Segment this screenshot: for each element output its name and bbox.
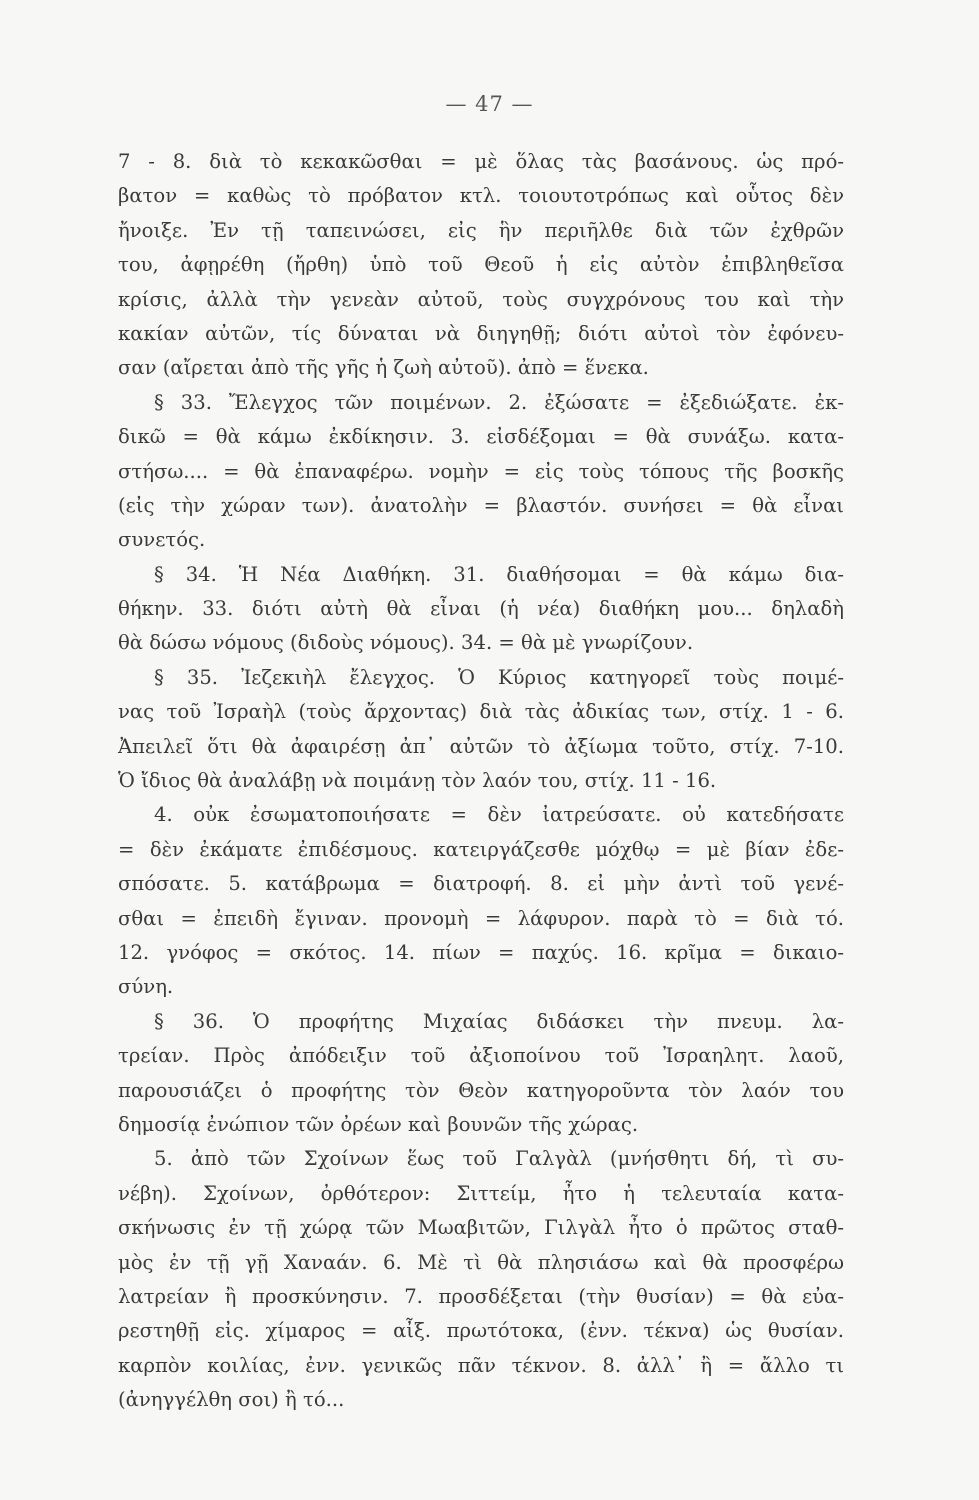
text-line: συνετός. [118, 528, 206, 552]
section-33-heading-line: § 33. Ἔλεγχος τῶν ποιμένων. 2. ἐξώσατε = ἐξεδιώξατε. ἐκ- [154, 390, 844, 414]
text-line: τρείαν. Πρὸς ἀπόδειξιν τοῦ ἀξιοποίνου τοῦ Ἰσραηλητ. λαοῦ, [118, 1044, 844, 1068]
text-line: βατον = καθὼς τὸ πρόβατον κτλ. τοιουτοτρόπως καὶ οὗτος δὲν [118, 184, 844, 208]
text-line: ρεστηθῇ εἰς. χίμαρος = αἶξ. πρωτότοκα, (ἐνν. τέκνα) ὡς θυσίαν. [118, 1319, 844, 1343]
body-text [118, 145, 844, 1417]
section-35-heading-line: § 35. Ἰεζεκιὴλ ἔλεγχος. Ὁ Κύριος κατηγορεῖ τοὺς ποιμέ- [154, 665, 844, 689]
text-line: 12. γνόφος = σκότος. 14. πίων = παχύς. 16. κρῖμα = δικαιο- [118, 940, 844, 964]
text-line: σπόσατε. 5. κατάβρωμα = διατροφή. 8. εἰ μὴν ἀντὶ τοῦ γενέ- [118, 872, 844, 896]
text-line: σύνη. [118, 975, 174, 999]
text-line: κακίαν αὐτῶν, τίς δύναται νὰ διηγηθῇ; διότι αὐτοὶ τὸν ἐφόνευ- [118, 321, 844, 345]
text-line: θήκην. 33. διότι αὐτὴ θὰ εἶναι (ἡ νέα) διαθήκη μου... δηλαδὴ [118, 597, 844, 621]
text-line: (εἰς τὴν χώραν των). ἀνατολὴν = βλαστόν. συνήσει = θὰ εἶναι [118, 493, 844, 517]
page-number: — 47 — [445, 92, 534, 116]
text-line: δικῶ = θὰ κάμω ἐκδίκησιν. 3. εἰσδέξομαι = θὰ συνάξω. κατα- [118, 425, 844, 449]
text-line: Ὁ ἴδιος θὰ ἀναλάβῃ νὰ ποιμάνῃ τὸν λαόν του, στίχ. 11 - 16. [118, 769, 717, 793]
text-line: καρπὸν κοιλίας, ἐνν. γενικῶς πᾶν τέκνον. 8. ἀλλ᾿ ἢ = ἄλλο τι [118, 1353, 844, 1377]
text-line: στήσω.... = θὰ ἐπαναφέρω. νομὴν = εἰς τοὺς τόπους τῆς βοσκῆς [118, 459, 844, 483]
text-line: νέβη). Σχοίνων, ὀρθότερον: Σιττείμ, ἦτο ἡ τελευταία κατα- [118, 1181, 844, 1205]
text-line: 4. οὐκ ἐσωματοποιήσατε = δὲν ἰατρεύσατε. οὐ κατεδήσατε [154, 803, 844, 827]
text-line: ἤνοιξε. Ἐν τῇ ταπεινώσει, εἰς ἣν περιῆλθε διὰ τῶν ἐχθρῶν [118, 218, 844, 242]
text-line: νας τοῦ Ἰσραὴλ (τοὺς ἄρχοντας) διὰ τὰς ἀδικίας των, στίχ. 1 - 6. [118, 700, 844, 724]
text-line: σκήνωσις ἐν τῇ χώρᾳ τῶν Μωαβιτῶν, Γιλγὰλ ἦτο ὁ πρῶτος σταθ- [118, 1216, 844, 1240]
text-line: θὰ δώσω νόμους (διδοὺς νόμους). 34. = θὰ μὲ γνωρίζουν. [118, 631, 694, 655]
text-line: 5. ἀπὸ τῶν Σχοίνων ἕως τοῦ Γαλγὰλ (μνήσθητι δή, τὶ συ- [154, 1147, 844, 1171]
text-line: σθαι = ἐπειδὴ ἔγιναν. προνομὴ = λάφυρον. παρὰ τὸ = διὰ τό. [118, 906, 844, 930]
text-line: σαν (αἴρεται ἀπὸ τῆς γῆς ἡ ζωὴ αὐτοῦ). ἀπὸ = ἕνεκα. [118, 356, 649, 380]
text-line: Ἀπειλεῖ ὅτι θὰ ἀφαιρέσῃ ἀπ᾿ αὐτῶν τὸ ἀξίωμα τοῦτο, στίχ. 7-10. [118, 734, 844, 758]
text-line: = δὲν ἐκάματε ἐπιδέσμους. κατειργάζεσθε μόχθῳ = μὲ βίαν ἐδε- [118, 837, 844, 861]
text-line: του, ἀφῃρέθη (ἤρθη) ὑπὸ τοῦ Θεοῦ ἡ εἰς αὐτὸν ἐπιβληθεῖσα [118, 253, 844, 277]
text-line: 7 - 8. διὰ τὸ κεκακῶσθαι = μὲ ὅλας τὰς βασάνους. ὡς πρό- [118, 150, 844, 173]
text-line: (ἀνηγγέλθη σοι) ἢ τό... [118, 1388, 345, 1412]
text-line: λατρείαν ἢ προσκύνησιν. 7. προσδέξεται (τὴν θυσίαν) = θὰ εὐα- [118, 1284, 844, 1308]
text-line: παρουσιάζει ὁ προφήτης τὸν Θεὸν κατηγοροῦντα τὸν λαόν του [118, 1078, 844, 1102]
text-line: δημοσίᾳ ἐνώπιον τῶν ὀρέων καὶ βουνῶν τῆς χώρας. [118, 1112, 639, 1136]
text-line: κρίσις, ἀλλὰ τὴν γενεὰν αὐτοῦ, τοὺς συγχρόνους του καὶ τὴν [118, 287, 844, 311]
section-36-heading-line: § 36. Ὁ προφήτης Μιχαίας διδάσκει τὴν πνευμ. λα- [154, 1009, 844, 1033]
text-line: μὸς ἐν τῇ γῇ Χαναάν. 6. Μὲ τὶ θὰ πλησιάσω καὶ θὰ προσφέρω [118, 1250, 844, 1274]
section-34-heading-line: § 34. Ἡ Νέα Διαθήκη. 31. διαθήσομαι = θὰ κάμω δια- [154, 562, 844, 586]
